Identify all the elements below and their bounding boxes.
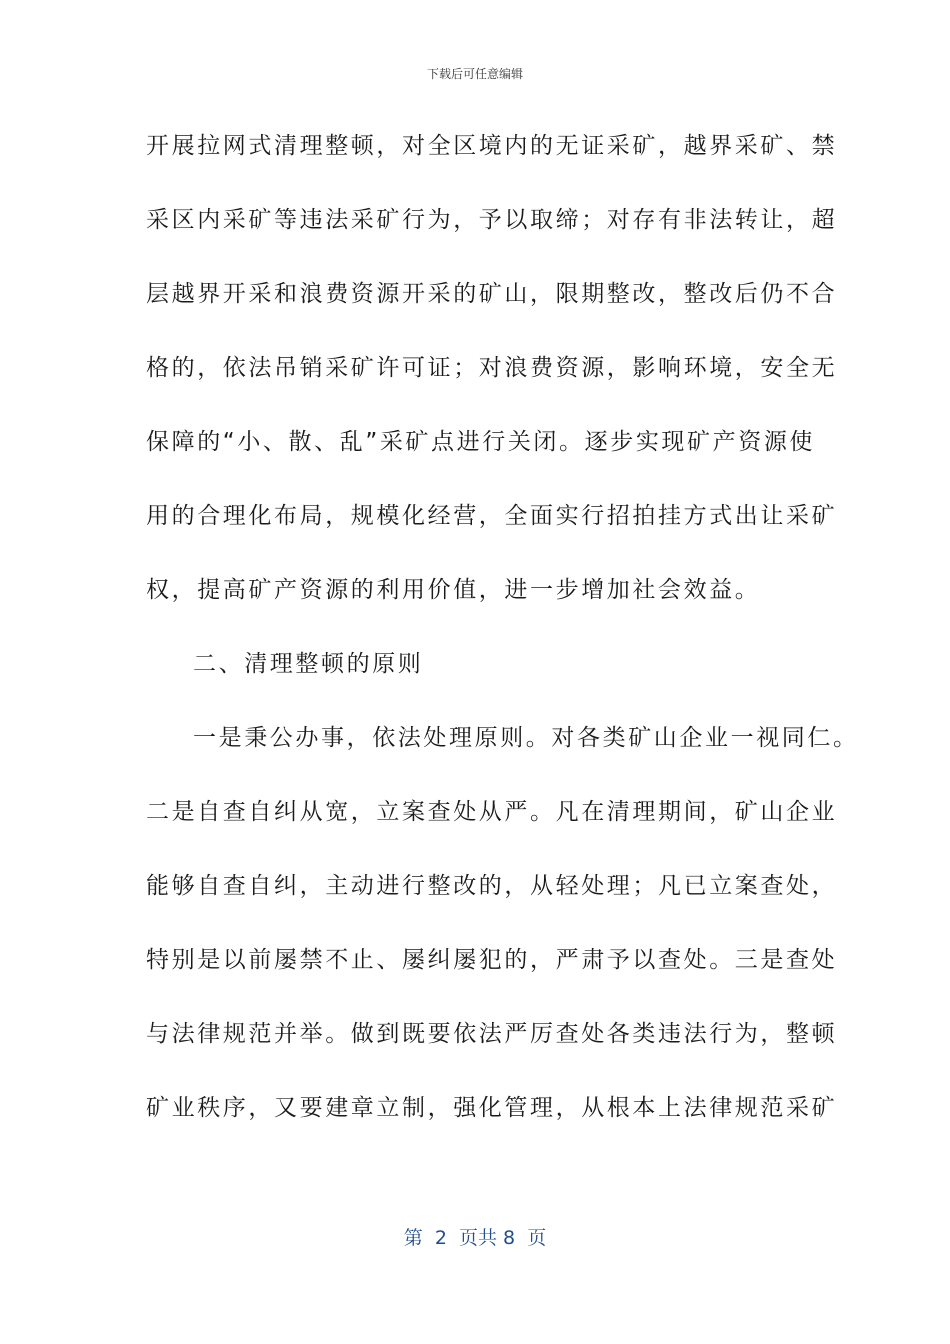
text-line: 与法律规范并举。做到既要依法严厉查处各类违法行为，整顿 bbox=[146, 1021, 838, 1047]
text-line: 用的合理化布局，规模化经营，全面实行招拍挂方式出让采矿 bbox=[146, 503, 838, 529]
text-line: 矿业秩序，又要建章立制，强化管理，从根本上法律规范采矿 bbox=[146, 1095, 838, 1121]
text-line: 二是自查自纠从宽，立案查处从严。凡在清理期间，矿山企业 bbox=[146, 799, 838, 825]
text-line: 层越界开采和浪费资源开采的矿山，限期整改，整改后仍不合 bbox=[146, 281, 838, 307]
text-line: 一是秉公办事，依法处理原则。对各类矿山企业一视同仁。 bbox=[193, 725, 859, 751]
text-line: 权，提高矿产资源的利用价值，进一步增加社会效益。 bbox=[146, 577, 761, 603]
page-header: 下载后可任意编辑 bbox=[426, 67, 523, 81]
document-body bbox=[146, 124, 859, 1160]
text-line: 开展拉网式清理整顿，对全区境内的无证采矿，越界采矿、禁 bbox=[146, 133, 838, 159]
page-number: 第 2 页共 8 页 bbox=[403, 1227, 547, 1249]
section-heading: 二、清理整顿的原则 bbox=[193, 651, 424, 677]
text-line: 采区内采矿等违法采矿行为，予以取缔；对存有非法转让，超 bbox=[146, 207, 838, 233]
text-line: 保障的“小、散、乱”采矿点进行关闭。逐步实现矿产资源使 bbox=[146, 429, 816, 455]
text-line: 特别是以前屡禁不止、屡纠屡犯的，严肃予以查处。三是查处 bbox=[146, 947, 838, 973]
text-line: 能够自查自纠，主动进行整改的，从轻处理；凡已立案查处， bbox=[146, 873, 838, 899]
text-line: 格的，依法吊销采矿许可证；对浪费资源，影响环境，安全无 bbox=[146, 355, 838, 381]
